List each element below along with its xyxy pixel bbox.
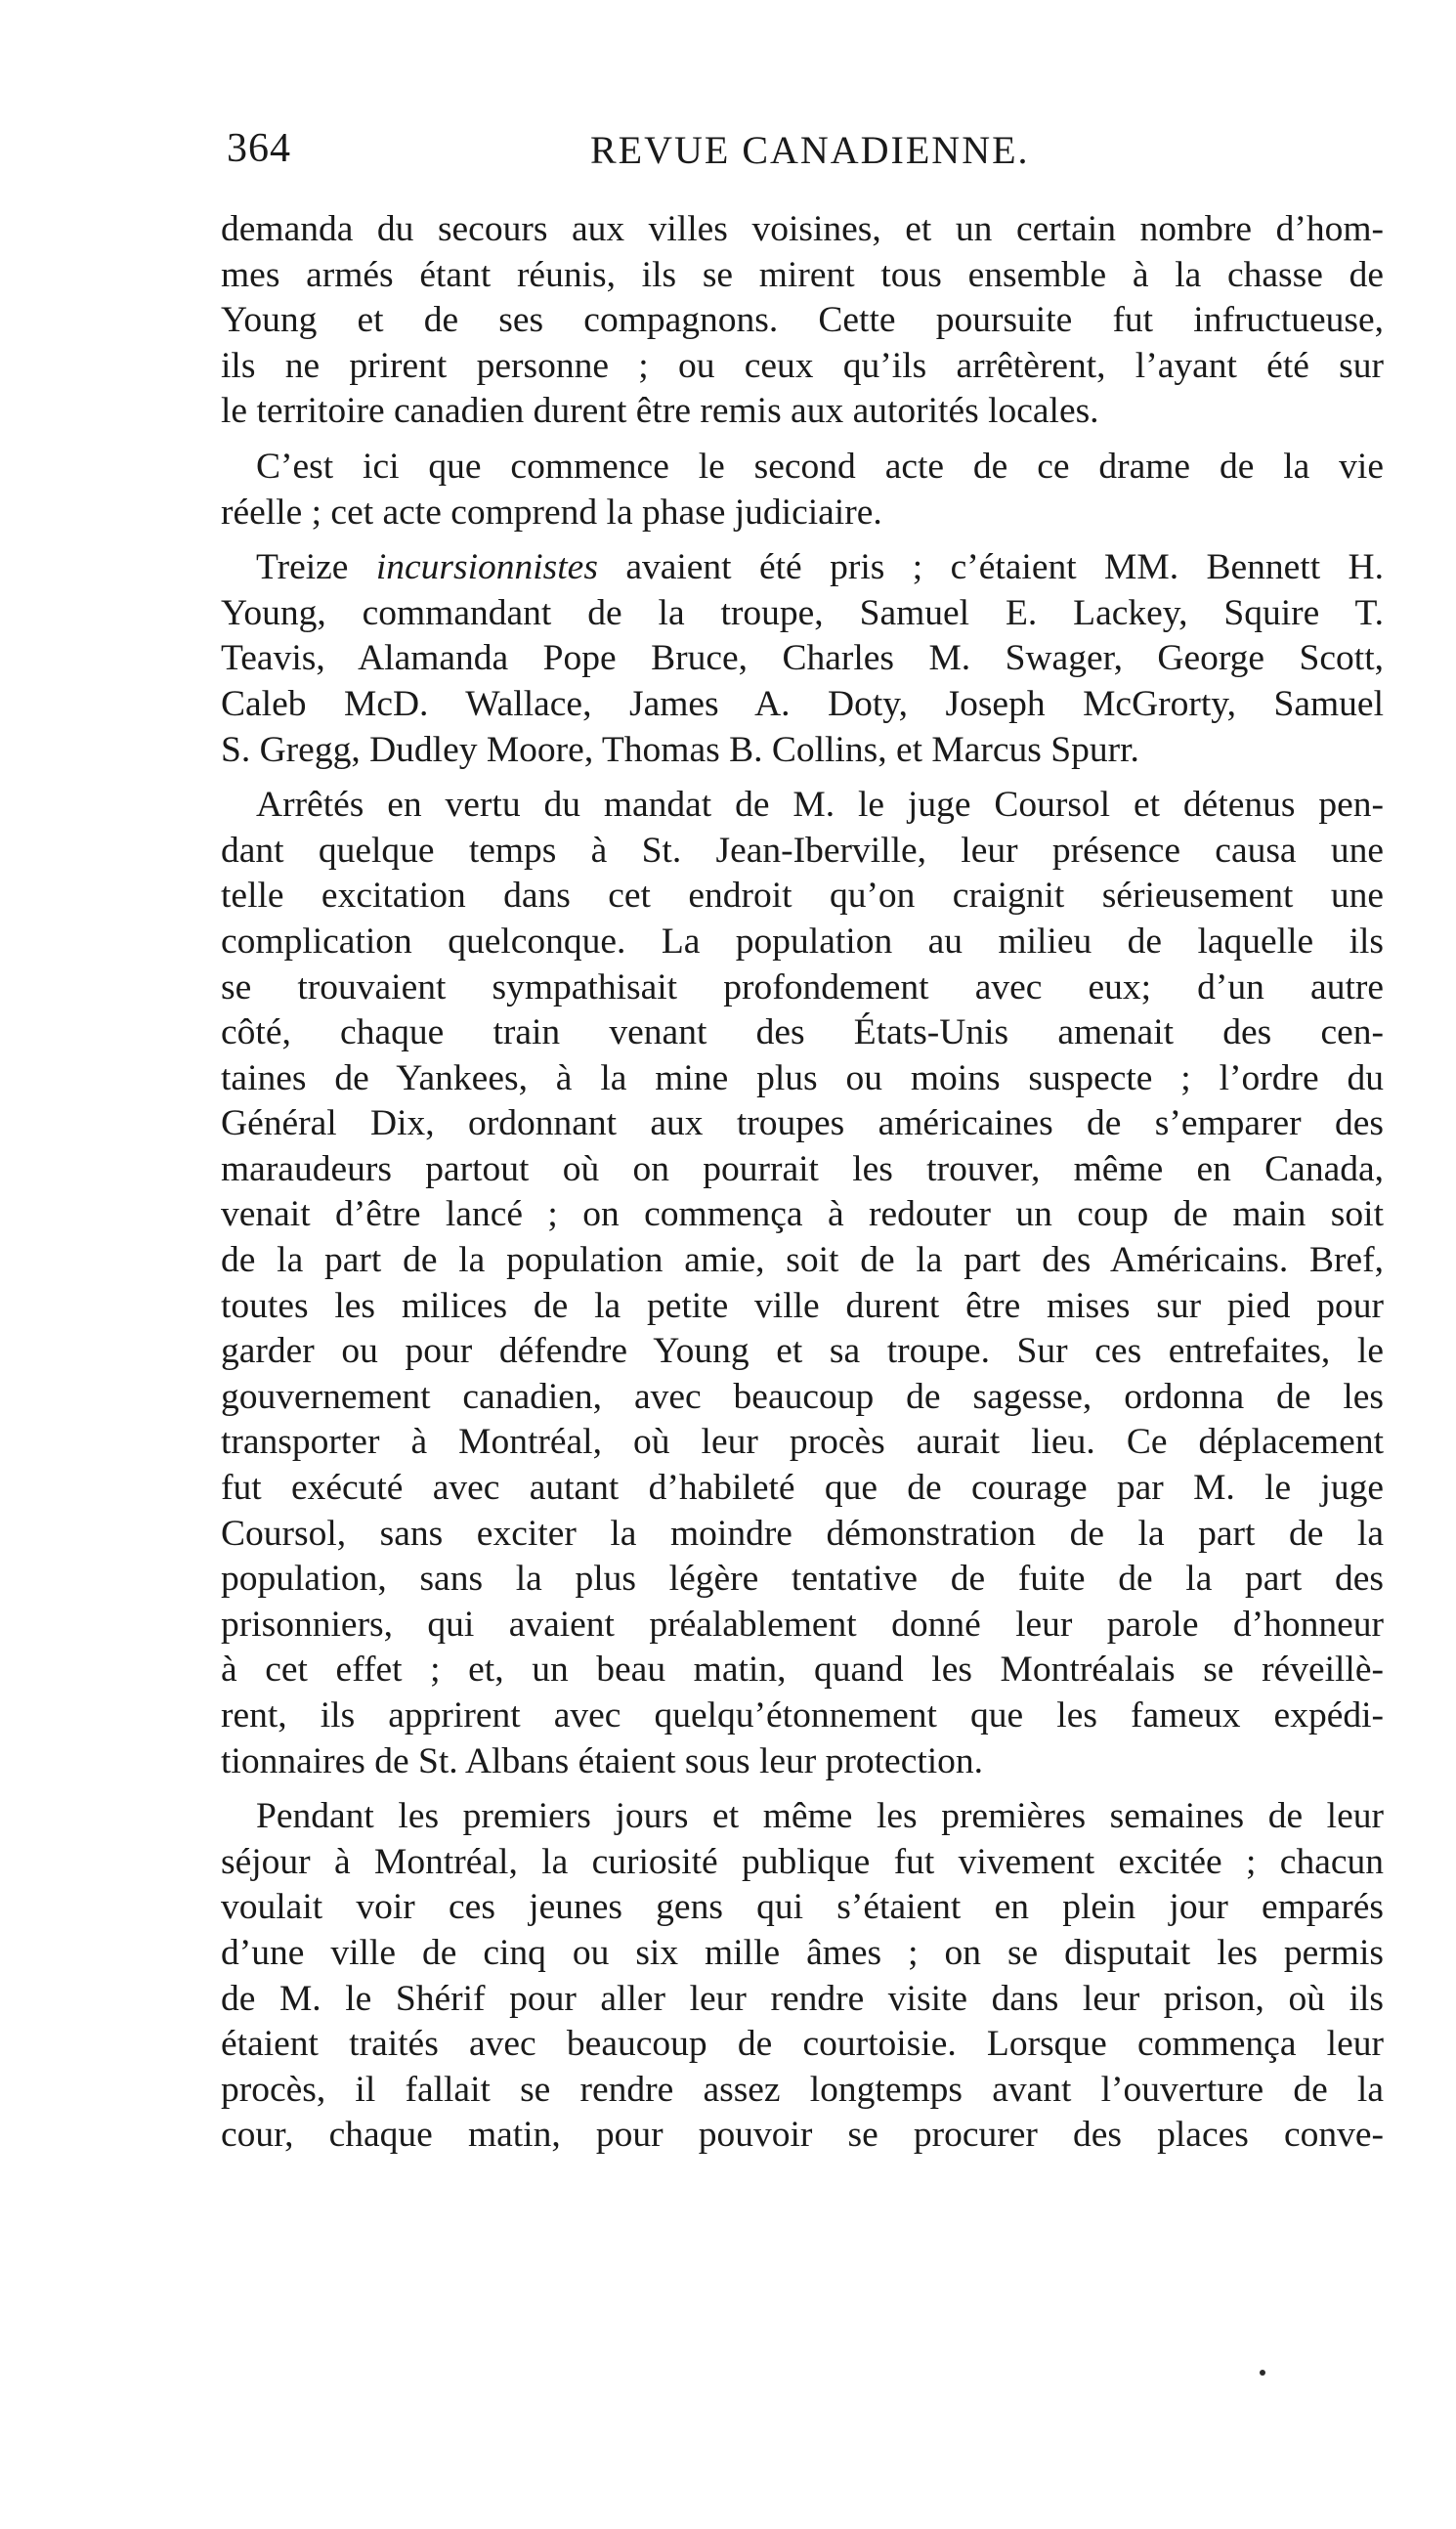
paragraph [221, 783, 1384, 1784]
body-text [221, 207, 1384, 2159]
text-line: cour, chaque matin, pour pouvoir se procurer des places conve- [221, 2115, 1384, 2156]
text-line: maraudeurs partout où on pourrait les trouver, même en Canada, [221, 1148, 1384, 1189]
text-line: côté, chaque train venant des États-Unis amenait des cen- [221, 1012, 1384, 1053]
text-line: Treize incursionnistes avaient été pris ; c’étaient MM. Bennett H. [256, 547, 1384, 588]
text-line: taines de Yankees, à la mine plus ou moins suspecte ; l’ordre du [221, 1057, 1384, 1098]
ink-speck [1260, 2370, 1265, 2376]
text-line: population, sans la plus légère tentative de fuite de la part des [221, 1559, 1384, 1600]
text-line: demanda du secours aux villes voisines, et un certain nombre d’hom- [221, 209, 1384, 249]
text-line: fut exécuté avec autant d’habileté que de courage par M. le juge [221, 1468, 1384, 1509]
text-line: d’une ville de cinq ou six mille âmes ; on se disputait les permis [221, 1932, 1384, 1973]
text-line: dant quelque temps à St. Jean-Iberville, leur présence causa une [221, 830, 1384, 871]
paragraph [221, 545, 1384, 773]
text-line: venait d’être lancé ; on commença à redouter un coup de main soit [221, 1194, 1384, 1235]
italic-term: incursionnistes [375, 547, 598, 588]
text-line: Général Dix, ordonnant aux troupes américaines de s’emparer des [221, 1103, 1384, 1144]
text-line: Pendant les premiers jours et même les premières semaines de leur [256, 1796, 1384, 1837]
text-line: procès, il fallait se rendre assez longtemps avant l’ouverture de la [221, 2069, 1384, 2110]
running-title: REVUE CANADIENNE. [590, 128, 1030, 172]
text-line: garder ou pour défendre Young et sa troupe. Sur ces entrefaites, le [221, 1331, 1384, 1372]
text-line: réelle ; cet acte comprend la phase judiciaire. [221, 492, 882, 533]
text-line: Young, commandant de la troupe, Samuel E. Lackey, Squire T. [221, 592, 1384, 633]
text-line: le territoire canadien durent être remis aux autorités locales. [221, 391, 1099, 432]
paragraph [221, 1794, 1384, 2159]
text-line: de la part de la population amie, soit de la part des Américains. Bref, [221, 1240, 1384, 1281]
text-line: mes armés étant réunis, ils se mirent tous ensemble à la chasse de [221, 254, 1384, 295]
text-line: gouvernement canadien, avec beaucoup de sagesse, ordonna de les [221, 1376, 1384, 1417]
text-line: étaient traités avec beaucoup de courtoisie. Lorsque commença leur [221, 2024, 1384, 2065]
text-line: prisonniers, qui avaient préalablement donné leur parole d’honneur [221, 1604, 1384, 1645]
paragraph [221, 445, 1384, 536]
text-line: Young et de ses compagnons. Cette poursuite fut infructueuse, [221, 300, 1384, 341]
text-line: rent, ils apprirent avec quelqu’étonnement que les fameux expédi- [221, 1695, 1384, 1736]
text-line: de M. le Shérif pour aller leur rendre visite dans leur prison, où ils [221, 1978, 1384, 2019]
text-line: C’est ici que commence le second acte de ce drame de la vie [256, 446, 1384, 487]
page-number: 364 [227, 126, 291, 171]
text-line: transporter à Montréal, où leur procès aurait lieu. Ce déplacement [221, 1422, 1384, 1463]
text-line: telle excitation dans cet endroit qu’on craignit sérieusement une [221, 876, 1384, 917]
text-line: S. Gregg, Dudley Moore, Thomas B. Collins, et Marcus Spurr. [221, 729, 1139, 770]
text-line: Caleb McD. Wallace, James A. Doty, Joseph McGrorty, Samuel [221, 683, 1384, 724]
text-line: toutes les milices de la petite ville durent être mises sur pied pour [221, 1285, 1384, 1326]
text-line: se trouvaient sympathisait profondement avec eux; d’un autre [221, 966, 1384, 1007]
text-line: Teavis, Alamanda Pope Bruce, Charles M. Swager, George Scott, [221, 638, 1384, 679]
text-line: Arrêtés en vertu du mandat de M. le juge Coursol et détenus pen- [256, 785, 1384, 826]
text-line: séjour à Montréal, la curiosité publique fut vivement excitée ; chacun [221, 1841, 1384, 1882]
text-line: voulait voir ces jeunes gens qui s’étaient en plein jour emparés [221, 1887, 1384, 1928]
text-line: Coursol, sans exciter la moindre démonstration de la part de la [221, 1513, 1384, 1554]
text-line: ils ne prirent personne ; ou ceux qu’ils arrêtèrent, l’ayant été sur [221, 345, 1384, 386]
page-header [227, 125, 1399, 184]
text-line: complication quelconque. La population au milieu de laquelle ils [221, 921, 1384, 962]
text-line: à cet effet ; et, un beau matin, quand les Montréalais se réveillè- [221, 1650, 1384, 1691]
paragraph [221, 207, 1384, 435]
text-line: tionnaires de St. Albans étaient sous leur protection. [221, 1740, 984, 1781]
